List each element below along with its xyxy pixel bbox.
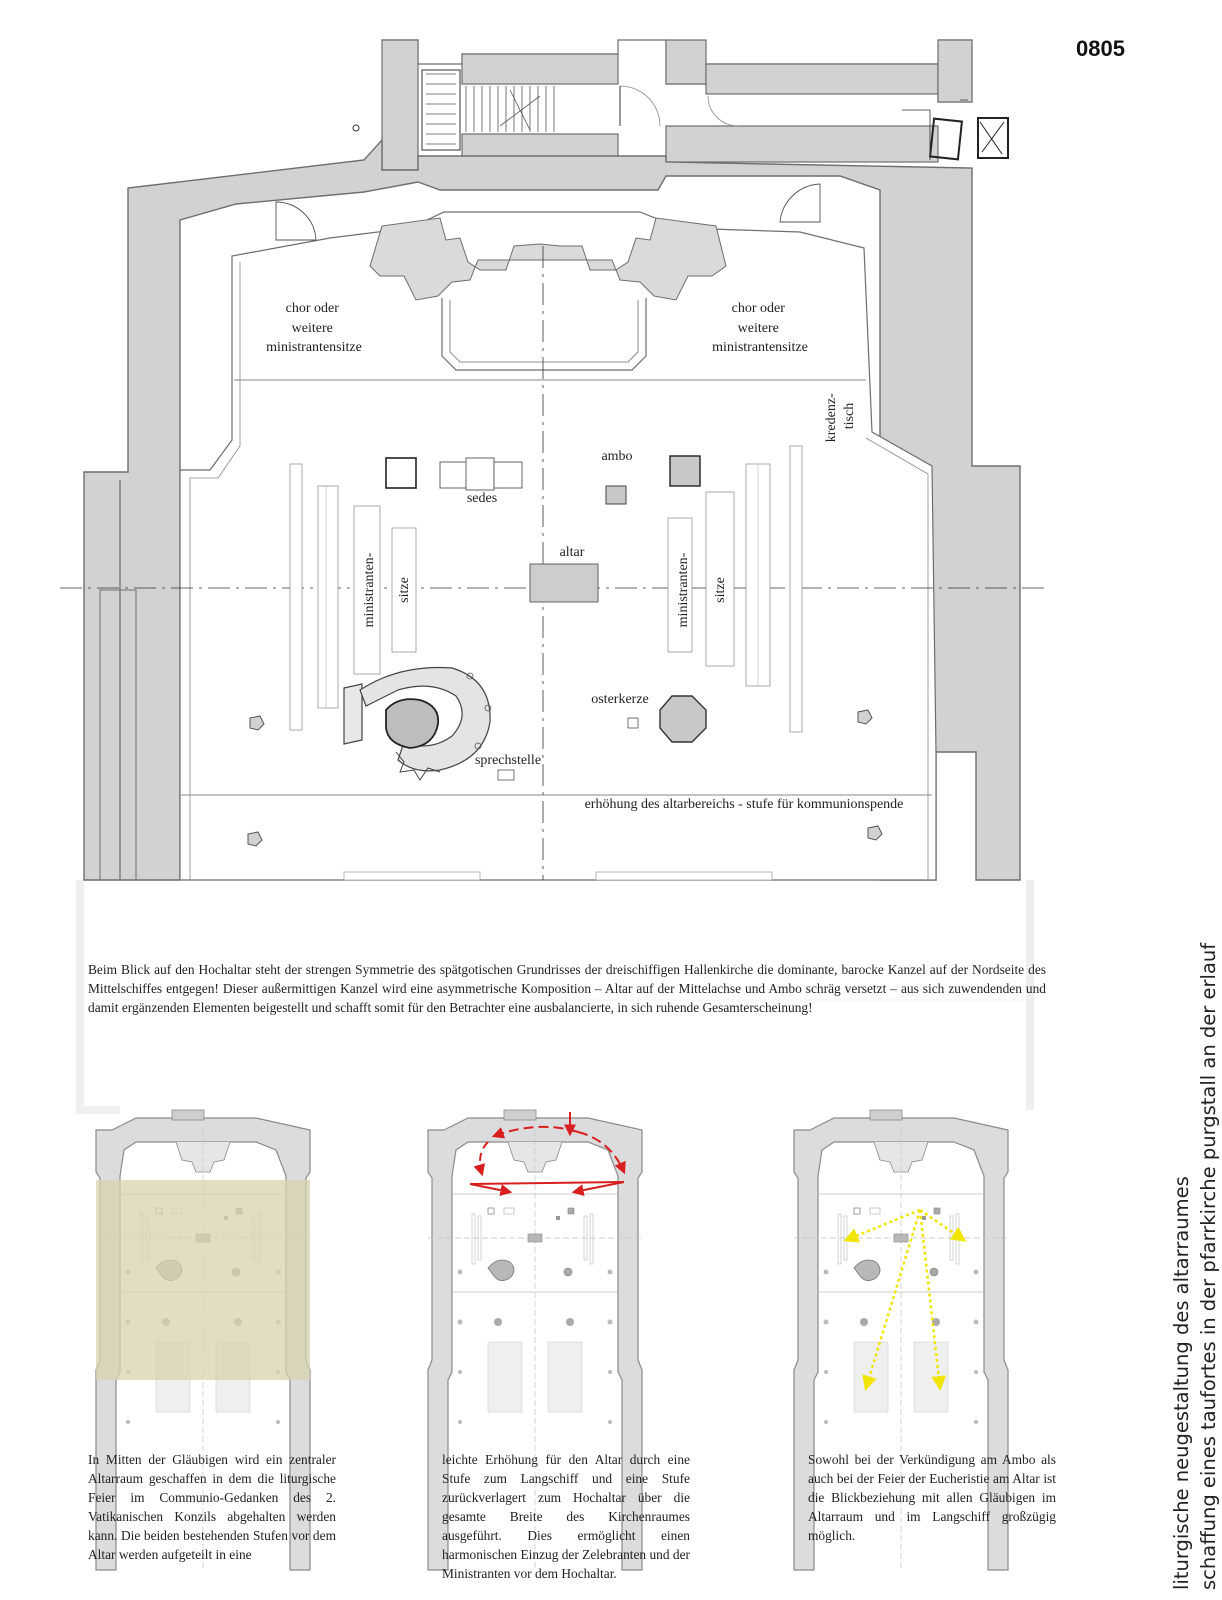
svg-text:sitze: sitze xyxy=(713,577,728,603)
label-sedes: sedes xyxy=(466,491,498,506)
label-sprechstelle: sprechstelle xyxy=(474,753,542,768)
label-ministrant-right xyxy=(676,552,691,627)
page-number: 0805 xyxy=(1076,36,1125,61)
caption-altar-zone: In Mitten der Gläubigen wird ein zentraler Altarraum geschaffen in dem die liturgische Feier im Communio-Gedanken des 2. Vatikanischen Konzils abgehalten werden kann. Die beiden bestehenden Stufen vor dem Altar werden aufgeteilt in eine xyxy=(88,1452,336,1562)
svg-text:ministranten-: ministranten- xyxy=(362,552,377,628)
label-choir-left: chor oder weitere ministrantensitze xyxy=(266,301,362,355)
altar-zone-highlight xyxy=(96,1180,310,1380)
project-title-line-2: schaffung eines taufortes in der pfarrkirche purgstall an der erlauf xyxy=(1197,942,1220,1590)
label-ministrant-left xyxy=(362,552,377,627)
intro-text: Beim Blick auf den Hochaltar steht der strengen Symmetrie des spätgotischen Grundrisses der dreischiffigen Hallenkirche die dominante, barocke Kanzel auf der Nordseite des Mittelschiffes entgegen! Dieser außermittigen Kanzel wird eine asymmetrische Komposition – Altar auf der Mittelachse und Ambo schräg versetzt – aus sich zuwendenden und damit ergänzenden Elementen beigestellt und schafft somit für den Betrachter eine ausbalancierte, in sich ruhende Gesamterscheinung! xyxy=(88,962,1046,1015)
label-altar: altar xyxy=(559,545,585,560)
label-ministrant-right-2 xyxy=(713,577,728,603)
project-title xyxy=(1168,830,1222,1590)
svg-text:ministranten-: ministranten- xyxy=(676,552,691,628)
label-osterkerze: osterkerze xyxy=(591,692,649,707)
caption-procession: leichte Erhöhung für den Altar durch eine Stufe zum Langschiff und eine Stufe zurückverlagert zum Hochaltar über die gesamte Breite des Kirchenraumes ausgeführt. Dies ermöglicht einen harmonischen Einzug der Zelebranten und der Ministranten vor dem Hochaltar. xyxy=(442,1452,691,1581)
caption-sightlines: Sowohl bei der Verkündigung am Ambo als auch bei der Feier der Eucheristie am Altar ist die Blickbeziehung mit allen Gläubigen im Altarraum und im Langschiff großzügig möglich. xyxy=(808,1452,1056,1543)
stair-annex xyxy=(353,40,1008,170)
label-ambo: ambo xyxy=(601,449,633,464)
label-ministrant-left-2 xyxy=(397,577,412,603)
project-title-line-1: liturgische neugestaltung des altarraumes xyxy=(1170,1176,1193,1590)
label-choir-right: chor oder weitere ministrantensitze xyxy=(712,301,808,355)
svg-text:kredenz- tisch: kredenz- tisch xyxy=(824,393,857,443)
label-step: erhöhung des altarbereichs - stufe für kommunionspende xyxy=(584,797,904,812)
svg-text:sitze: sitze xyxy=(397,577,412,603)
